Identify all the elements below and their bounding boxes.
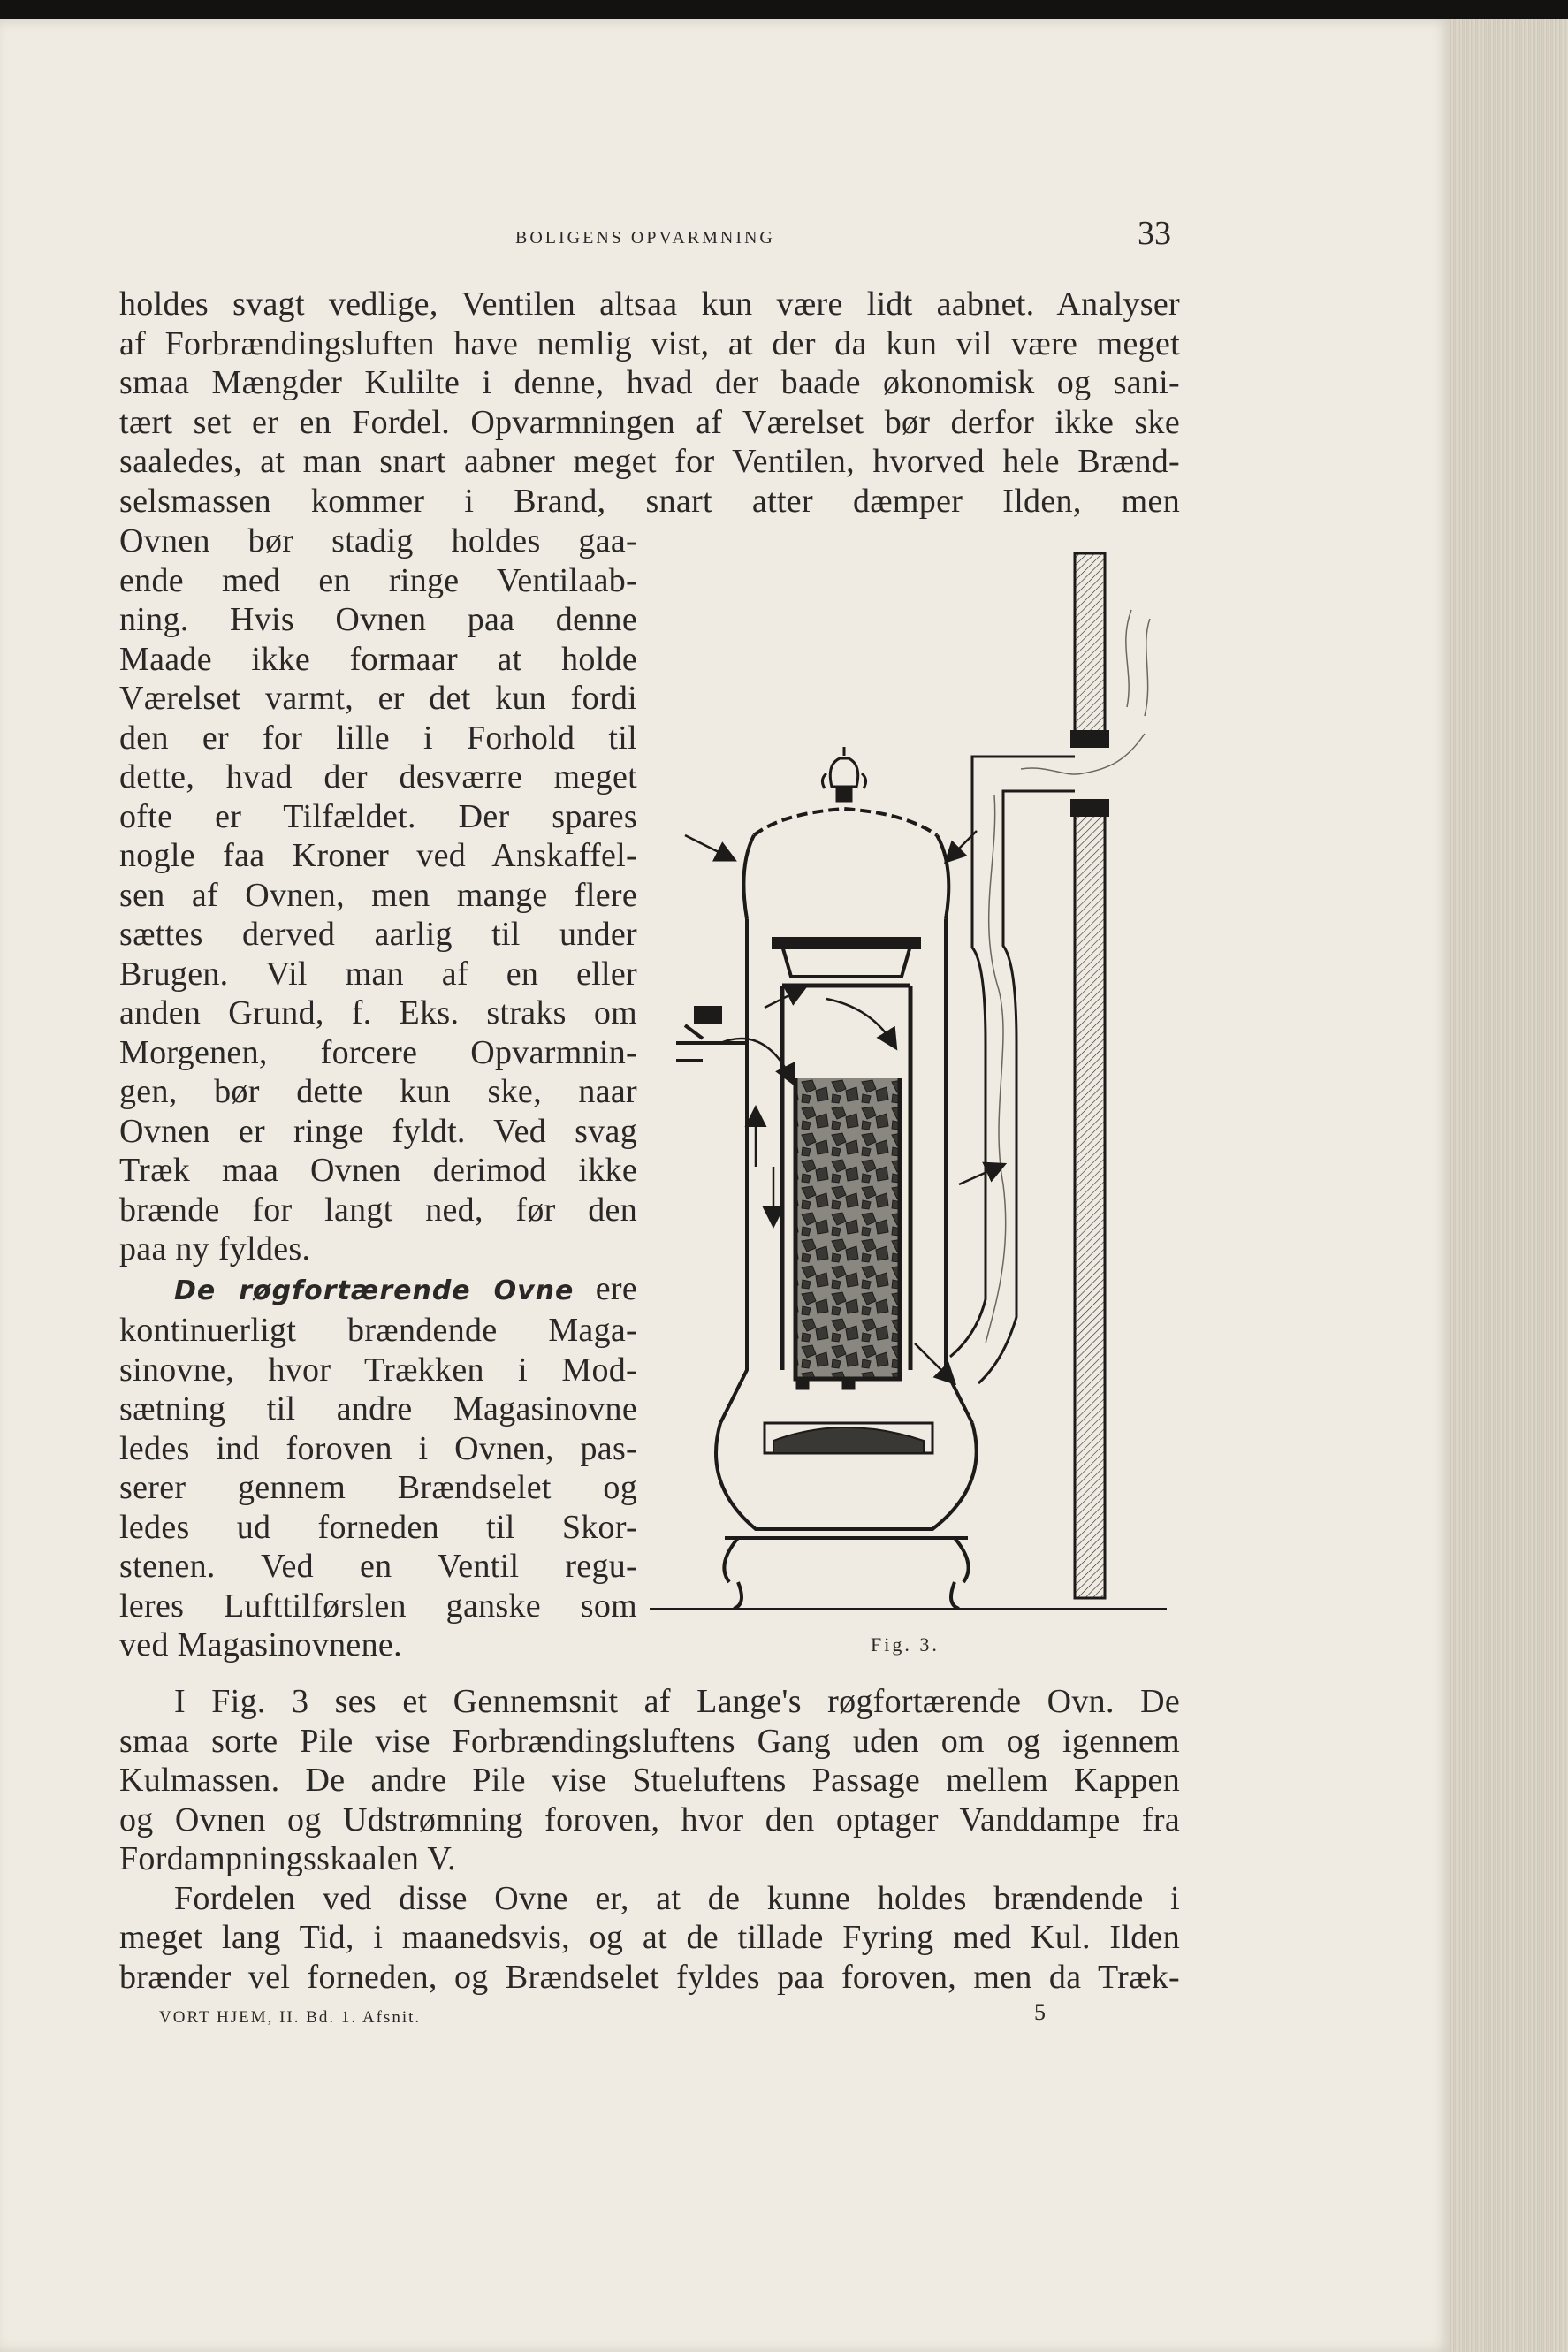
text-line: dette, hvad der desværre meget bbox=[119, 758, 637, 795]
text-line: tært set er en Fordel. Opvarmningen af Værelset bør derfor ikke ske bbox=[119, 403, 1180, 441]
text-line: sættes derved aarlig til under bbox=[119, 916, 637, 953]
text-line: Brugen. Vil man af en eller bbox=[119, 955, 637, 993]
text-line: den er for lille i Forhold til bbox=[119, 719, 637, 757]
text-line: af Forbrændingsluften have nemlig vist, at der da kun vil være meget bbox=[119, 324, 1180, 362]
text-line: paa ny fyldes. bbox=[119, 1230, 311, 1267]
text-line: sinovne, hvor Trækken i Mod- bbox=[119, 1351, 637, 1389]
finial bbox=[822, 747, 865, 801]
figure-caption: Fig. 3. bbox=[871, 1633, 940, 1656]
text-line: Værelset varmt, er det kun fordi bbox=[119, 680, 637, 717]
text-line: selsmassen kommer i Brand, snart atter dæmper Ilden, men bbox=[119, 482, 1180, 520]
text-line: ved Magasinovnene. bbox=[119, 1626, 402, 1663]
text-line: I Fig. 3 ses et Gennemsnit af Lange's røgfortærende Ovn. De bbox=[174, 1683, 1180, 1720]
flue-pipe bbox=[950, 610, 1150, 1383]
text-fragment: ere bbox=[595, 1269, 637, 1307]
text-line: sætning til andre Magasinovne bbox=[119, 1390, 637, 1427]
text-line: brænder vel forneden, og Brændselet fyldes paa foroven, men da Træk- bbox=[119, 1958, 1180, 1996]
inner-stove-body bbox=[765, 986, 932, 1453]
text-line: ledes ud forneden til Skor- bbox=[119, 1508, 637, 1546]
text-line: Kulmassen. De andre Pile vise Stueluftens Passage mellem Kappen bbox=[119, 1762, 1180, 1799]
text-line: ofte er Tilfældet. Der spares bbox=[119, 797, 637, 835]
text-line: Fordelen ved disse Ovne er, at de kunne holdes brændende i bbox=[174, 1879, 1180, 1917]
section-heading: De røgfortærende Ovne bbox=[174, 1275, 575, 1306]
book-page-edges bbox=[1450, 19, 1568, 2352]
stove-cross-section-illustration bbox=[650, 548, 1167, 1617]
text-line: meget lang Tid, i maanedsvis, og at de tillade Fyring med Kul. Ilden bbox=[119, 1919, 1180, 1956]
text-line: kontinuerligt brændende Maga- bbox=[119, 1312, 637, 1349]
text-line: anden Grund, f. Eks. straks om bbox=[119, 994, 637, 1031]
text-line: Maade ikke formaar at holde bbox=[119, 640, 637, 678]
text-line: leres Lufttilførslen ganske som bbox=[119, 1587, 637, 1625]
text-line: ledes ind foroven i Ovnen, pas- bbox=[119, 1429, 637, 1467]
text-line: smaa sorte Pile vise Forbrændingsluftens Gang uden om og igennem bbox=[119, 1722, 1180, 1760]
paragraph-top bbox=[119, 285, 1180, 521]
air-valve bbox=[676, 1008, 747, 1061]
text-line: Ovnen bør stadig holdes gaa- bbox=[119, 522, 637, 559]
chimney bbox=[1070, 553, 1109, 1598]
text-line: smaa Mængder Kulilte i denne, hvad der baade økonomisk og sani- bbox=[119, 364, 1180, 401]
text-line: saaledes, at man snart aabner meget for Ventilen, hvorved hele Brænd- bbox=[119, 443, 1180, 480]
text-line: stenen. Ved en Ventil regu- bbox=[119, 1548, 637, 1585]
evaporation-bowl bbox=[773, 939, 919, 977]
text-line: ning. Hvis Ovnen paa denne bbox=[119, 601, 637, 638]
page-number: 33 bbox=[1138, 215, 1171, 252]
signature-mark: 5 bbox=[1034, 1999, 1046, 2025]
text-line: Træk maa Ovnen derimod ikke bbox=[119, 1152, 637, 1189]
text-line: Ovnen er ringe fyldt. Ved svag bbox=[119, 1112, 637, 1150]
text-line: holdes svagt vedlige, Ventilen altsaa kun være lidt aabnet. Analyser bbox=[119, 285, 1180, 323]
text-line: sen af Ovnen, men mange flere bbox=[119, 876, 637, 914]
text-line: Morgenen, forcere Opvarmnin- bbox=[119, 1033, 637, 1071]
text-line: brænde for langt ned, før den bbox=[119, 1191, 637, 1229]
text-line: serer gennem Brændselet og bbox=[119, 1469, 637, 1506]
text-line: ende med en ringe Ventilaab- bbox=[119, 561, 637, 599]
text-line: og Ovnen og Udstrømning foroven, hvor den optager Vanddampe fra bbox=[119, 1800, 1180, 1838]
footer-imprint: VORT HJEM, II. Bd. 1. Afsnit. bbox=[159, 2008, 422, 2027]
running-head: BOLIGENS OPVARMNING bbox=[515, 228, 775, 247]
text-line: Fordampningsskaalen V. bbox=[119, 1840, 456, 1877]
paragraph-bottom bbox=[119, 1682, 1180, 1997]
text-line: nogle faa Kroner ved Anskaffel- bbox=[119, 837, 637, 874]
text-line: gen, bør dette kun ske, naar bbox=[119, 1073, 637, 1110]
section-heading-line bbox=[119, 1269, 637, 1312]
paragraph-left-column bbox=[119, 521, 637, 1665]
